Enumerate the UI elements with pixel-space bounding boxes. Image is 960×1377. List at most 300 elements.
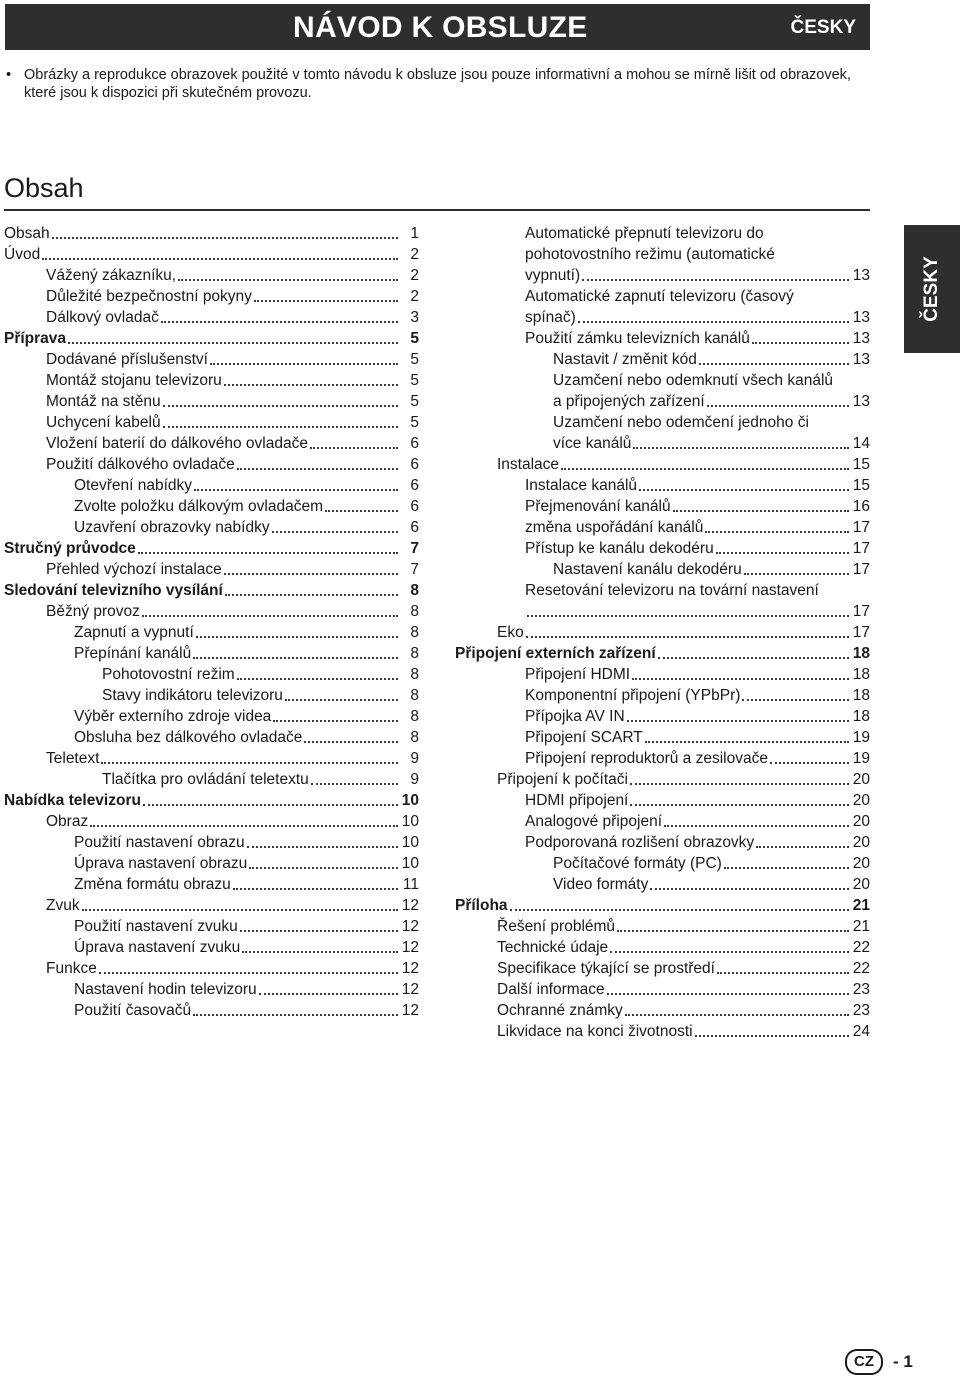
toc-dot-leader xyxy=(625,1014,849,1016)
toc-page-number: 5 xyxy=(410,330,419,347)
toc-dot-leader xyxy=(42,258,398,260)
toc-entry[interactable] xyxy=(4,222,419,243)
toc-entry-text: Zapnutí a vypnutí xyxy=(74,624,194,641)
toc-page-number: 8 xyxy=(410,603,419,620)
toc-entry-text: Důležité bezpečnostní pokyny xyxy=(46,288,252,305)
toc-dot-leader xyxy=(510,909,849,911)
toc-page-number: 23 xyxy=(852,981,870,998)
toc-entry-text: Příprava xyxy=(4,330,67,347)
toc-dot-leader xyxy=(610,951,849,953)
toc-entry[interactable] xyxy=(455,642,870,663)
toc-entry-text: Úvod xyxy=(4,246,41,263)
toc-entry[interactable] xyxy=(4,327,419,348)
toc-entry[interactable] xyxy=(4,978,419,999)
toc-page-number: 5 xyxy=(410,393,419,410)
toc-entry[interactable] xyxy=(455,621,870,642)
toc-dot-leader xyxy=(325,510,398,512)
toc-dot-leader xyxy=(90,825,398,827)
toc-entry-text: Stavy indikátoru televizoru xyxy=(102,687,283,704)
toc-dot-leader xyxy=(617,930,849,932)
toc-entry-text: Použití zámku televizních kanálů xyxy=(525,330,750,347)
toc-page-number: 17 xyxy=(852,540,870,557)
toc-page-number: 12 xyxy=(401,960,419,977)
toc-entry-text: HDMI připojení xyxy=(525,792,629,809)
toc-entry-text: Automatické přepnutí televizoru do xyxy=(525,225,764,242)
toc-dot-leader xyxy=(724,867,849,869)
toc-entry[interactable] xyxy=(4,789,419,810)
toc-page-number: 20 xyxy=(852,771,870,788)
language-side-tab xyxy=(904,225,960,353)
toc-entry-text: Připojení externích zařízení xyxy=(455,645,656,662)
toc-entry-text: Specifikace týkající se prostředí xyxy=(497,960,715,977)
toc-entry-text: vypnutí) xyxy=(525,267,581,284)
toc-entry-text: Dálkový ovladač xyxy=(46,309,159,326)
toc-entry[interactable] xyxy=(455,978,870,999)
toc-entry[interactable] xyxy=(455,936,870,957)
toc-entry[interactable] xyxy=(455,747,870,768)
toc-entry[interactable] xyxy=(4,369,419,390)
toc-entry-text: Montáž stojanu televizoru xyxy=(46,372,222,389)
toc-page-number: 15 xyxy=(852,477,870,494)
toc-dot-leader xyxy=(699,363,849,365)
toc-entry[interactable] xyxy=(4,348,419,369)
toc-page-number: 9 xyxy=(410,750,419,767)
toc-entry[interactable] xyxy=(4,810,419,831)
toc-entry[interactable] xyxy=(455,495,870,516)
toc-page-number: 20 xyxy=(852,855,870,872)
toc-dot-leader xyxy=(770,762,849,764)
toc-entry-text: pohotovostního režimu (automatické xyxy=(525,246,775,263)
toc-entry[interactable] xyxy=(4,768,419,789)
toc-entry[interactable] xyxy=(4,411,419,432)
toc-dot-leader xyxy=(695,1035,849,1037)
toc-dot-leader xyxy=(673,510,849,512)
toc-dot-leader xyxy=(194,489,398,491)
toc-entry[interactable] xyxy=(4,537,419,558)
toc-page-number: 10 xyxy=(401,855,419,872)
toc-dot-leader xyxy=(240,930,398,932)
toc-dot-leader xyxy=(311,783,398,785)
toc-entry-text: Nastavení hodin televizoru xyxy=(74,981,257,998)
toc-dot-leader xyxy=(645,741,849,743)
toc-entry-text: Nabídka televizoru xyxy=(4,792,141,809)
toc-page-number: 2 xyxy=(410,246,419,263)
toc-dot-leader xyxy=(304,741,398,743)
toc-dot-leader xyxy=(742,699,849,701)
toc-page-number: 17 xyxy=(852,603,870,620)
toc-entry-text: Pohotovostní režim xyxy=(102,666,235,683)
toc-entry-text: Obsluha bez dálkového ovladače xyxy=(74,729,303,746)
toc-page-number: 8 xyxy=(410,582,419,599)
toc-entry-text: Připojení SCART xyxy=(525,729,643,746)
toc-dot-leader xyxy=(756,846,849,848)
side-tab-label: ČESKY xyxy=(921,256,942,322)
toc-dot-leader xyxy=(225,594,398,596)
toc-entry-text: Otevření nabídky xyxy=(74,477,193,494)
toc-entry[interactable] xyxy=(455,390,870,411)
toc-page-number: 6 xyxy=(410,498,419,515)
toc-entry-text: Počítačové formáty (PC) xyxy=(553,855,722,872)
toc-page-number: 10 xyxy=(401,792,419,809)
toc-entry[interactable] xyxy=(455,705,870,726)
toc-entry[interactable] xyxy=(4,495,419,516)
toc-entry[interactable] xyxy=(455,684,870,705)
toc-page-number: 23 xyxy=(852,1002,870,1019)
toc-dot-leader xyxy=(52,237,398,239)
toc-page-number: 15 xyxy=(852,456,870,473)
toc-dot-leader xyxy=(310,447,398,449)
toc-page-number: 8 xyxy=(410,645,419,662)
toc-page-number: 6 xyxy=(410,477,419,494)
toc-page-number: 5 xyxy=(410,351,419,368)
toc-page-number: 20 xyxy=(852,813,870,830)
toc-entry[interactable] xyxy=(455,894,870,915)
toc-left-column xyxy=(4,222,419,1020)
toc-dot-leader xyxy=(82,909,398,911)
toc-dot-leader xyxy=(99,972,398,974)
toc-entry-text: Připojení HDMI xyxy=(525,666,631,683)
toc-dot-leader xyxy=(630,804,849,806)
toc-dot-leader xyxy=(717,972,849,974)
toc-entry[interactable] xyxy=(4,852,419,873)
toc-page-number: 22 xyxy=(852,939,870,956)
toc-entry[interactable] xyxy=(455,957,870,978)
toc-entry-text: Zvolte položku dálkovým ovladačem xyxy=(74,498,323,515)
toc-dot-leader xyxy=(247,846,398,848)
toc-dot-leader xyxy=(632,678,849,680)
toc-entry-line xyxy=(455,411,870,432)
toc-entry[interactable] xyxy=(455,915,870,936)
toc-page-number: 5 xyxy=(410,372,419,389)
toc-entry[interactable] xyxy=(455,537,870,558)
toc-dot-leader xyxy=(237,678,398,680)
toc-page-number: 12 xyxy=(401,918,419,935)
toc-entry[interactable] xyxy=(4,642,419,663)
section-title: Obsah xyxy=(4,173,84,203)
toc-entry[interactable] xyxy=(455,1020,870,1041)
toc-entry[interactable] xyxy=(4,915,419,936)
country-code-badge: CZ xyxy=(845,1349,883,1375)
toc-entry[interactable] xyxy=(4,306,419,327)
toc-dot-leader xyxy=(705,531,849,533)
toc-entry[interactable] xyxy=(455,852,870,873)
toc-dot-leader xyxy=(578,321,849,323)
toc-entry-text: Příloha xyxy=(455,897,508,914)
toc-entry-text: Uzamčení nebo odemknutí všech kanálů xyxy=(553,372,834,389)
toc-entry-text: Další informace xyxy=(497,981,605,998)
toc-entry[interactable] xyxy=(4,579,419,600)
toc-entry-text: Použití nastavení obrazu xyxy=(74,834,245,851)
toc-page-number: 24 xyxy=(852,1023,870,1040)
toc-dot-leader xyxy=(233,888,398,890)
toc-page-number: 12 xyxy=(401,897,419,914)
toc-dot-leader xyxy=(716,552,849,554)
toc-page-number: 17 xyxy=(852,624,870,641)
page-number: - 1 xyxy=(893,1352,913,1371)
toc-page-number: 18 xyxy=(852,666,870,683)
toc-entry[interactable] xyxy=(455,432,870,453)
notice-text: Obrázky a reprodukce obrazovek použité v tomto návodu k obsluze jsou pouze informativní a mohou se mírně lišit od obrazovek, které jsou k dispozici při skutečném provozu. xyxy=(24,67,851,101)
toc-page-number: 1 xyxy=(410,225,419,242)
toc-entry-line xyxy=(455,369,870,390)
toc-dot-leader xyxy=(163,405,398,407)
toc-entry-text: Změna formátu obrazu xyxy=(74,876,231,893)
toc-dot-leader xyxy=(633,447,849,449)
toc-dot-leader xyxy=(193,1014,398,1016)
toc-page-number: 6 xyxy=(410,456,419,473)
toc-entry[interactable] xyxy=(455,348,870,369)
toc-dot-leader xyxy=(639,489,849,491)
toc-entry[interactable] xyxy=(455,600,870,621)
toc-dot-leader xyxy=(272,531,398,533)
toc-dot-leader xyxy=(664,825,849,827)
toc-entry-text: Eko xyxy=(497,624,524,641)
toc-entry[interactable] xyxy=(4,474,419,495)
toc-dot-leader xyxy=(196,636,398,638)
toc-entry[interactable] xyxy=(4,621,419,642)
toc-dot-leader xyxy=(224,384,398,386)
toc-entry-text: Stručný průvodce xyxy=(4,540,136,557)
toc-entry-text: Výběr externího zdroje videa xyxy=(74,708,272,725)
header-language: ČESKY xyxy=(790,17,856,38)
toc-dot-leader xyxy=(193,657,398,659)
toc-page-number: 20 xyxy=(852,792,870,809)
toc-dot-leader xyxy=(237,468,398,470)
toc-entry[interactable] xyxy=(4,873,419,894)
toc-entry-text: Obsah xyxy=(4,225,50,242)
toc-dot-leader xyxy=(68,342,398,344)
toc-entry[interactable] xyxy=(4,705,419,726)
toc-page-number: 20 xyxy=(852,876,870,893)
toc-right-column xyxy=(455,222,870,1041)
toc-entry-text: Běžný provoz xyxy=(46,603,140,620)
toc-entry[interactable] xyxy=(455,264,870,285)
toc-page-number: 11 xyxy=(402,876,419,893)
toc-entry-text: Nastavení kanálu dekodéru xyxy=(553,561,742,578)
toc-dot-leader xyxy=(273,720,398,722)
toc-dot-leader xyxy=(242,951,398,953)
toc-entry-line xyxy=(455,285,870,306)
toc-entry-text: Video formáty xyxy=(553,876,649,893)
toc-entry-text: Komponentní připojení (YPbPr) xyxy=(525,687,741,704)
toc-dot-leader xyxy=(561,468,849,470)
toc-entry-text: Likvidace na konci životnosti xyxy=(497,1023,693,1040)
toc-page-number: 13 xyxy=(852,330,870,347)
toc-entry-text: Instalace xyxy=(497,456,560,473)
toc-page-number: 6 xyxy=(410,519,419,536)
toc-dot-leader xyxy=(254,300,398,302)
toc-entry[interactable] xyxy=(455,558,870,579)
toc-page-number: 12 xyxy=(401,939,419,956)
toc-page-number: 20 xyxy=(852,834,870,851)
toc-entry-text: Podporovaná rozlišení obrazovky xyxy=(525,834,755,851)
toc-page-number: 17 xyxy=(852,519,870,536)
toc-page-number: 19 xyxy=(852,729,870,746)
toc-page-number: 18 xyxy=(852,687,870,704)
toc-page-number: 13 xyxy=(852,309,870,326)
toc-entry-text: Použití nastavení zvuku xyxy=(74,918,238,935)
toc-entry[interactable] xyxy=(455,726,870,747)
manual-title: NÁVOD K OBSLUZE xyxy=(293,11,588,44)
toc-dot-leader xyxy=(627,720,849,722)
toc-entry-text: Přehled výchozí instalace xyxy=(46,561,222,578)
toc-entry-text: Přístup ke kanálu dekodéru xyxy=(525,540,714,557)
toc-page-number: 2 xyxy=(410,288,419,305)
toc-page-number: 22 xyxy=(852,960,870,977)
toc-dot-leader xyxy=(707,405,849,407)
toc-entry-text: Použití časovačů xyxy=(74,1002,192,1019)
toc-entry-text: Sledování televizního vysílání xyxy=(4,582,223,599)
section-divider xyxy=(4,209,870,211)
toc-page-number: 7 xyxy=(410,540,419,557)
toc-dot-leader xyxy=(650,888,849,890)
toc-entry[interactable] xyxy=(4,432,419,453)
toc-page-number: 8 xyxy=(410,687,419,704)
toc-page-number: 19 xyxy=(852,750,870,767)
toc-entry-line xyxy=(455,222,870,243)
toc-entry-text: Přejmenování kanálů xyxy=(525,498,671,515)
toc-page-number: 9 xyxy=(410,771,419,788)
toc-entry[interactable] xyxy=(455,831,870,852)
toc-entry[interactable] xyxy=(455,768,870,789)
toc-entry-text: Resetování televizoru na tovární nastavení xyxy=(525,582,819,599)
toc-dot-leader xyxy=(285,699,398,701)
toc-entry-text: Analogové připojení xyxy=(525,813,663,830)
toc-page-number: 6 xyxy=(410,435,419,452)
toc-entry[interactable] xyxy=(455,810,870,831)
toc-page-number: 18 xyxy=(852,708,870,725)
toc-entry[interactable] xyxy=(4,600,419,621)
toc-page-number: 21 xyxy=(852,918,870,935)
toc-entry[interactable] xyxy=(4,999,419,1020)
toc-entry[interactable] xyxy=(455,327,870,348)
toc-entry[interactable] xyxy=(455,453,870,474)
toc-entry[interactable] xyxy=(4,264,419,285)
toc-page-number: 13 xyxy=(852,267,870,284)
toc-entry[interactable] xyxy=(4,453,419,474)
toc-page-number: 12 xyxy=(401,981,419,998)
toc-dot-leader xyxy=(630,783,849,785)
toc-entry-text: Úprava nastavení zvuku xyxy=(74,939,241,956)
toc-entry-text: Řešení problémů xyxy=(497,918,616,935)
toc-dot-leader xyxy=(138,552,398,554)
toc-page-number: 7 xyxy=(410,561,419,578)
toc-page-number: 17 xyxy=(852,561,870,578)
toc-entry-text: Uzavření obrazovky nabídky xyxy=(74,519,270,536)
toc-page-number: 8 xyxy=(410,729,419,746)
toc-entry-text: Zvuk xyxy=(46,897,80,914)
toc-entry[interactable] xyxy=(455,474,870,495)
toc-entry-text: změna uspořádání kanálů xyxy=(525,519,704,536)
toc-dot-leader xyxy=(249,867,398,869)
toc-entry[interactable] xyxy=(4,831,419,852)
toc-dot-leader xyxy=(224,573,398,575)
toc-entry-text: Použití dálkového ovladače xyxy=(46,456,235,473)
toc-dot-leader xyxy=(526,636,849,638)
toc-entry[interactable] xyxy=(4,663,419,684)
toc-page-number: 8 xyxy=(410,666,419,683)
toc-entry-text: Technické údaje xyxy=(497,939,609,956)
toc-dot-leader xyxy=(142,615,398,617)
toc-entry[interactable] xyxy=(4,894,419,915)
toc-entry-text: Přípojka AV IN xyxy=(525,708,625,725)
toc-entry-text: Připojení reproduktorů a zesilovače xyxy=(525,750,768,767)
toc-entry[interactable] xyxy=(4,726,419,747)
toc-page-number: 2 xyxy=(410,267,419,284)
toc-dot-leader xyxy=(163,426,398,428)
toc-entry-text: Vážený zákazníku, xyxy=(46,267,177,284)
toc-page-number: 10 xyxy=(401,834,419,851)
toc-entry[interactable] xyxy=(455,873,870,894)
toc-entry[interactable] xyxy=(4,936,419,957)
toc-entry-text: Přepínání kanálů xyxy=(74,645,192,662)
toc-entry[interactable] xyxy=(455,789,870,810)
toc-page-number: 13 xyxy=(852,393,870,410)
toc-entry-text: Teletext xyxy=(46,750,100,767)
toc-entry[interactable] xyxy=(455,663,870,684)
page-footer xyxy=(845,1347,913,1377)
toc-dot-leader xyxy=(143,804,398,806)
toc-entry[interactable] xyxy=(455,516,870,537)
toc-page-number: 3 xyxy=(410,309,419,326)
toc-entry-text: Automatické zapnutí televizoru (časový xyxy=(525,288,794,305)
toc-entry-text: Úprava nastavení obrazu xyxy=(74,855,248,872)
toc-entry[interactable] xyxy=(4,243,419,264)
toc-entry-text: Instalace kanálů xyxy=(525,477,638,494)
toc-dot-leader xyxy=(210,363,398,365)
toc-page-number: 14 xyxy=(852,435,870,452)
toc-entry[interactable] xyxy=(455,306,870,327)
toc-entry-text: Montáž na stěnu xyxy=(46,393,161,410)
toc-page-number: 12 xyxy=(401,1002,419,1019)
toc-page-number: 5 xyxy=(410,414,419,431)
page-header xyxy=(5,4,870,50)
toc-entry-text: více kanálů xyxy=(553,435,632,452)
toc-entry[interactable] xyxy=(4,558,419,579)
toc-dot-leader xyxy=(178,279,398,281)
toc-entry[interactable] xyxy=(4,285,419,306)
toc-entry[interactable] xyxy=(455,999,870,1020)
toc-entry-text: a připojených zařízení xyxy=(553,393,705,410)
toc-page-number: 8 xyxy=(410,624,419,641)
toc-entry[interactable] xyxy=(4,747,419,768)
toc-entry-line xyxy=(455,243,870,264)
toc-dot-leader xyxy=(582,279,849,281)
toc-dot-leader xyxy=(527,615,849,617)
toc-entry-text: Vložení baterií do dálkového ovladače xyxy=(46,435,308,452)
toc-entry-text: Dodávané příslušenství xyxy=(46,351,208,368)
toc-entry-text: Obraz xyxy=(46,813,89,830)
toc-entry-text: Ochranné známky xyxy=(497,1002,623,1019)
toc-entry-text: Funkce xyxy=(46,960,97,977)
toc-page-number: 21 xyxy=(852,897,870,914)
toc-dot-leader xyxy=(101,762,398,764)
notice xyxy=(6,66,866,102)
toc-dot-leader xyxy=(259,993,398,995)
toc-entry[interactable] xyxy=(4,684,419,705)
toc-entry[interactable] xyxy=(4,957,419,978)
toc-entry[interactable] xyxy=(4,516,419,537)
toc-entry-line xyxy=(455,579,870,600)
notice-bullet: • xyxy=(6,67,12,83)
toc-dot-leader xyxy=(607,993,849,995)
toc-page-number: 16 xyxy=(852,498,870,515)
toc-dot-leader xyxy=(161,321,398,323)
toc-page-number: 13 xyxy=(852,351,870,368)
toc-entry[interactable] xyxy=(4,390,419,411)
toc-dot-leader xyxy=(658,657,849,659)
toc-entry-text: spínač) xyxy=(525,309,576,326)
